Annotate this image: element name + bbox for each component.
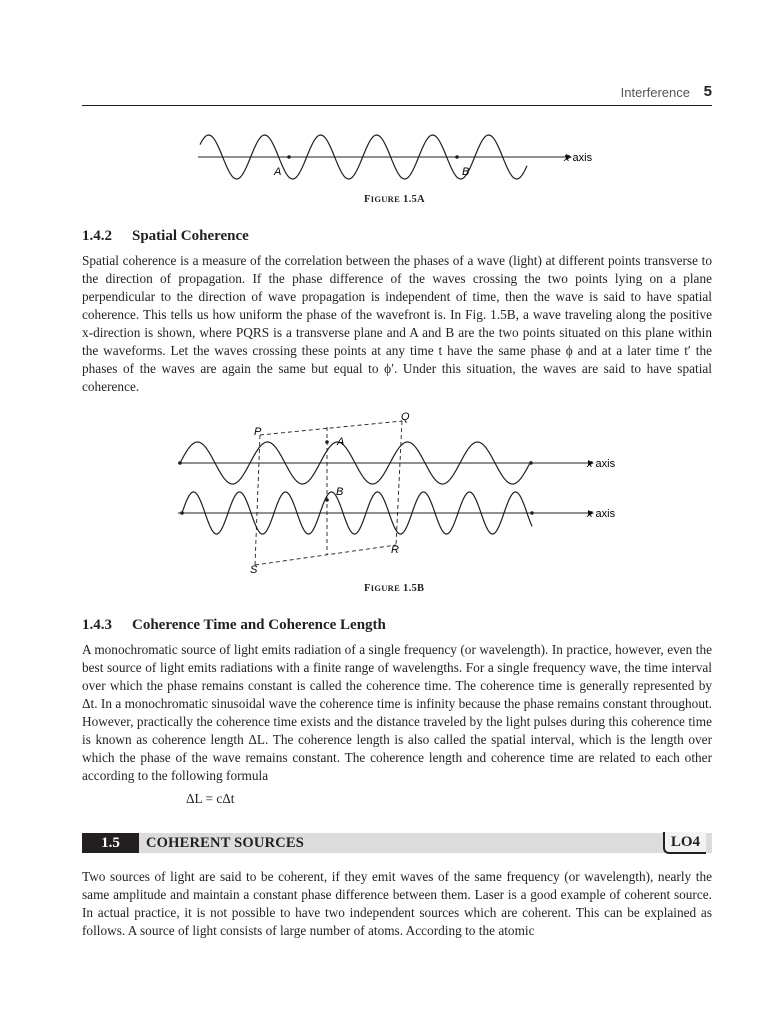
label-a: A [337,436,345,448]
label-s: S [250,564,258,576]
point-a-dot [287,155,291,159]
wave-start-dot-bottom [180,511,184,515]
learning-objective-badge: LO4 [663,832,706,854]
paragraph-coherence-time: A monochromatic source of light emits radiation of a single frequency (or wavelength). In practice, however, even the best source of light emits radiations with a finite range of wavelengths. For a single frequency wave, the time interval over which the phase remains constant is called the coherence time. The coherence time is generally represented by Δt. In a monochromatic sinusoidal wave the coherence time is infinity because the phase remains constant throughout. However, practically the coherence time exists and the distance traveled by the light pulses during this coherence time is known as coherence length ΔL. The coherence length is also called the spatial interval, which is the length over which the phase of the wave remains constant. The coherence length and coherence time are related to each other according to the following formula [82,642,712,783]
x-axis-label-top: x axis [587,458,616,470]
heading-1-4-2: 1.4.2 Spatial Coherence [82,228,249,244]
paragraph-coherent-sources: Two sources of light are said to be coherent, if they emit waves of the same frequency (or wavelength), nearly the same amplitude and maintain a constant phase difference between them. Laser is a good example of coherent source. In actual practice, it is not possible to have two independent sources which are coherent. This can be explained as follows. A source of light consists of large number of atoms. According to the atomic [82,869,712,938]
running-head-section: Interference [620,85,690,100]
heading-1-4-3: 1.4.3 Coherence Time and Coherence Length [82,617,386,633]
figure-1-5b [0,405,768,580]
label-a: A [274,166,282,178]
section-title: COHERENT SOURCES [146,835,305,851]
wave-end-dot-bottom [530,511,534,515]
x-axis-label-bottom: x axis [587,508,616,520]
figure-1-5a-caption: FIGURE 1.5A [364,194,425,205]
x-axis-label: x axis [564,152,593,164]
point-b-dot [455,155,459,159]
page-number: 5 [703,83,712,100]
label-q: Q [401,411,410,423]
paragraph-spatial-coherence: Spatial coherence is a measure of the correlation between the phases of a wave (light) at different points transverse to the direction of propagation. If the phase difference of the waves crossing the two points lying on a plane perpendicular to the direction of wave propagation is independent of time, then the wave is said to have spatial coherence. This tells us how uniform the phase of the wavefront is. In Fig. 1.5B, a wave traveling along the positive x-direction is shown, where PQRS is a transverse plane and A and B are the two points situated on this plane within the waveforms. Let the waves crossing these points at any time t have the same phase ϕ and at a later time t′ the phases of the waves are again the same but equal to ϕ′. Under this situation, the waves are said to have spatial coherence. [82,253,712,394]
wave-end-dot-top [529,461,533,465]
wave-start-dot-top [178,461,182,465]
section-bar-1-5 [82,833,712,853]
section-number: 1.5 [82,833,139,853]
label-p: P [254,426,262,438]
formula-coherence-length: ΔL = cΔt [186,791,235,806]
figure-1-5a [0,125,768,195]
label-b: B [462,166,470,178]
figure-1-5b-caption: FIGURE 1.5B [364,583,425,594]
label-b: B [336,486,344,498]
label-r: R [391,544,399,556]
page-header [82,83,712,106]
